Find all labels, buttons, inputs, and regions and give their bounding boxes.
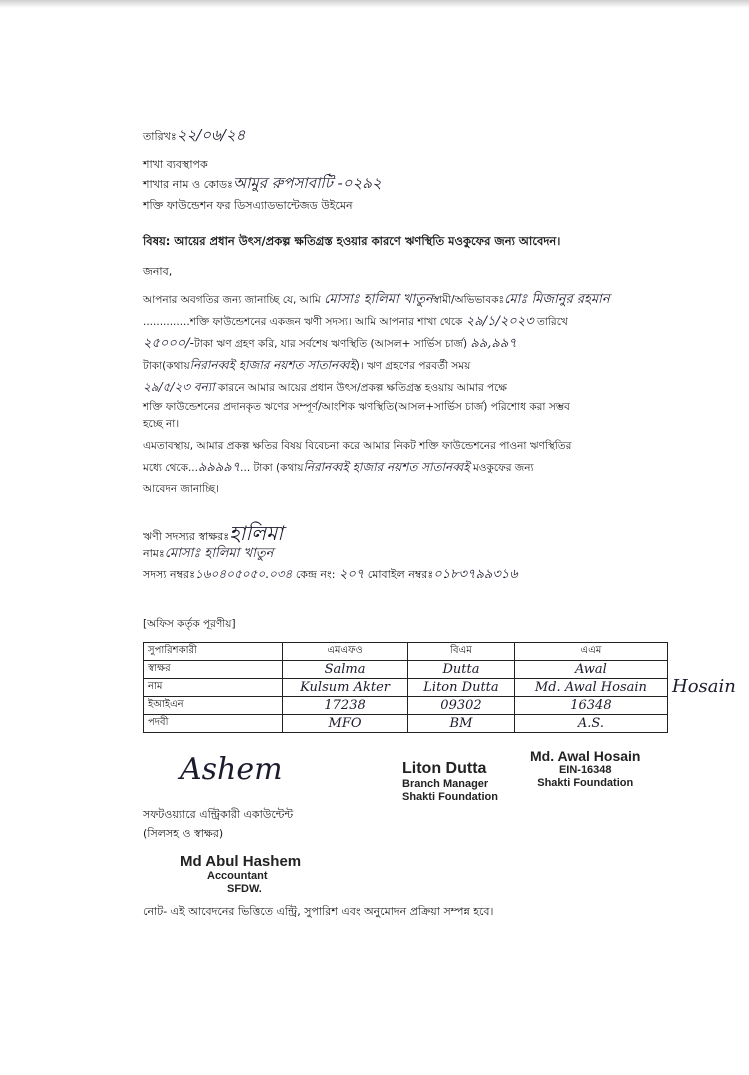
body1-g: )। ঋণ গ্রহণের পরবর্তী সময় xyxy=(355,360,471,372)
body1-h: কারনে আমার আয়ের প্রধান উৎস/প্রকল্প ক্ষতিগ্রস্ত হওয়ায় আমার পক্ষে xyxy=(218,382,507,394)
body1-j: হচ্ছে না। xyxy=(143,418,180,430)
table-header-cell: সুপারিশকারী xyxy=(144,643,283,661)
member-signature-line xyxy=(143,521,283,545)
body1-e: টাকা ঋণ গ্রহণ করি, যার সর্বশেষ ঋণস্থিতি (আসল+ সার্ভিস চার্জ) xyxy=(194,338,468,350)
center-label: কেন্দ্র নং: xyxy=(295,568,336,581)
scan-edge xyxy=(0,0,749,8)
table-header-cell: বিএম xyxy=(408,643,515,661)
table-cell: 17238 xyxy=(283,697,408,715)
loan-amount: ২৫০০০/- xyxy=(143,336,195,351)
table-cell: Dutta xyxy=(408,661,515,679)
body2-d: মওকুফের জন্য xyxy=(472,462,534,474)
table-cell: Kulsum Akter xyxy=(283,679,408,697)
hashem-signature: Ashem xyxy=(180,752,283,787)
loan-balance: ৯৯,৯৯৭ xyxy=(470,336,517,351)
liton-stamp xyxy=(402,760,498,804)
accountant-title: Accountant xyxy=(207,870,268,882)
salutation: জনাব, xyxy=(143,265,173,278)
balance-in-words: নিরানব্বই হাজার নয়শত সাতানব্বই xyxy=(189,358,356,372)
overflow-handwriting: Hosain xyxy=(672,676,736,697)
liton-title: Branch Manager xyxy=(402,778,489,790)
liton-name: Liton Dutta xyxy=(402,760,487,777)
body-paragraph-1 xyxy=(143,289,663,433)
row-label: পদবী xyxy=(144,715,283,733)
table-cell: MFO xyxy=(283,715,408,733)
date-line xyxy=(143,128,245,144)
body1-i: শক্তি ফাউন্ডেশনের প্রদানকৃত ঋণের সম্পূর্ণ/আংশিক ঋণস্থিতি(আসল+সার্ভিস চার্জ) পরিশোধ করা সম্ভব xyxy=(143,401,570,413)
office-use-label: [অফিস কর্তৃক পূরণীয়] xyxy=(143,618,236,630)
table-header-row xyxy=(144,643,668,661)
row-label: নাম xyxy=(144,679,283,697)
branch-value: আমুর রুপসাবাটি -০২৯২ xyxy=(232,174,382,192)
body-paragraph-2: এমতাবস্থায়, আমার প্রকল্প ক্ষতির বিষয় বিবেচনা করে আমার নিকট শক্তি ফাউন্ডেশনের পাওনা ঋণস্থিতির মধ্যে থেকে...৯৯৯৯৭... টাকা (কথায়নিরানব্বই হাজার নয়শত সাতানব্বই মওকুফের জন্য আবেদন জানাচ্ছি। xyxy=(143,436,663,500)
recipient-title: শাখা ব্যবস্থাপক xyxy=(143,158,208,171)
mobile-number: ০১৮৩৭৯৯৩১৬ xyxy=(433,567,518,582)
table-cell: 09302 xyxy=(408,697,515,715)
body1-a: আপনার অবগতির জন্য জানাচ্ছি যে, আমি xyxy=(143,294,321,306)
table-cell: Liton Dutta xyxy=(408,679,515,697)
member-number: ১৬০৪০৫০৫০.০৩৪ xyxy=(194,567,293,581)
awal-org: Shakti Foundation xyxy=(537,777,634,789)
body2-e: আবেদন জানাচ্ছি। xyxy=(143,483,219,495)
awal-name: Md. Awal Hosain xyxy=(530,748,641,764)
awal-stamp xyxy=(530,748,640,790)
member-signature: হালিমা xyxy=(229,521,283,545)
table-row xyxy=(144,697,668,715)
row-label: ইআইএন xyxy=(144,697,283,715)
member-name-line xyxy=(143,547,273,561)
liton-org: Shakti Foundation xyxy=(402,791,498,803)
applicant-name: মোসাঃ হালিমা খাতুন xyxy=(324,292,433,307)
accountant-line-2: (সিলসহ ও স্বাক্ষর) xyxy=(143,827,224,840)
member-sig-label: ঋণী সদস্যর স্বাক্ষরঃ xyxy=(143,530,230,543)
center-number: ২০৭ xyxy=(338,567,365,582)
body1-c: ..............শক্তি ফাউন্ডেশনের একজন ঋণী সদস্য। আমি আপনার শাখা থেকে xyxy=(143,316,463,328)
org-name: শক্তি ফাউন্ডেশন ফর ডিসএ্যাডভান্টেজড উইমেন xyxy=(143,199,353,212)
row-label: স্বাক্ষর xyxy=(144,661,283,679)
member-name-label: নামঃ xyxy=(143,547,165,560)
member-number-line xyxy=(143,567,518,582)
branch-label: শাখার নাম ও কোডঃ xyxy=(143,178,233,191)
table-header-cell: এএম xyxy=(514,643,667,661)
table-cell: Md. Awal Hosain xyxy=(514,679,667,697)
waiver-in-words: নিরানব্বই হাজার নয়শত সাতানব্বই xyxy=(303,460,470,474)
date-label: তারিখঃ xyxy=(143,130,177,143)
guardian-name: মোঃ মিজানুর রহমান xyxy=(504,292,610,307)
table-cell: A.S. xyxy=(514,715,667,733)
accountant-name: Md Abul Hashem xyxy=(180,853,302,870)
table-cell: 16348 xyxy=(514,697,667,715)
body2-b: মধ্যে থেকে xyxy=(143,462,188,474)
awal-ein: EIN-16348 xyxy=(558,764,612,776)
subject-line: বিষয়: আয়ের প্রধান উৎস/প্রকল্প ক্ষতিগ্রস্ত হওয়ার কারণে ঋণস্থিতি মওকুফের জন্য আবেদন। xyxy=(143,234,561,248)
table-row xyxy=(144,715,668,733)
body1-b: স্বামী/অভিভাবকঃ xyxy=(432,294,505,306)
mobile-label: মোবাইল নম্বরঃ xyxy=(367,568,434,581)
waiver-amount: ৯৯৯৯৭ xyxy=(197,460,241,475)
member-no-label: সদস্য নম্বরঃ xyxy=(143,568,195,581)
office-table xyxy=(143,642,668,733)
accountant-line-1: সফটওয়্যারে এন্ট্রিকারী একাউন্টেন্ট xyxy=(143,808,294,821)
accountant-org: SFDW. xyxy=(227,883,262,895)
branch-line xyxy=(143,176,382,192)
footer-note: নোট- এই আবেদনের ভিত্তিতে এন্ট্রি, সুপারিশ এবং অনুমোদন প্রক্রিয়া সম্পন্ন হবে। xyxy=(143,905,494,918)
table-row xyxy=(144,679,668,697)
table-row xyxy=(144,661,668,679)
table-cell: Salma xyxy=(283,661,408,679)
table-cell: BM xyxy=(408,715,515,733)
table-header-cell: এমএফও xyxy=(283,643,408,661)
member-name: মোসাঃ হালিমা খাতুন xyxy=(164,546,274,561)
body1-f: টাকা(কথায় xyxy=(143,360,190,372)
loan-date: ২৯/১/২০২৩ xyxy=(465,314,534,329)
body2-c: টাকা (কথায় xyxy=(253,462,304,474)
body1-d: তারিখে xyxy=(537,316,568,328)
body2-a: এমতাবস্থায়, আমার প্রকল্প ক্ষতির বিষয় বিবেচনা করে আমার নিকট শক্তি ফাউন্ডেশনের পাওনা ঋণস্থিতির xyxy=(143,440,572,452)
damage-date: ২৯/৫/২৩ বন্যা xyxy=(143,380,215,394)
accountant-stamp xyxy=(180,853,301,896)
date-value: ২২/০৬/২৪ xyxy=(176,126,246,144)
table-cell: Awal xyxy=(514,661,667,679)
